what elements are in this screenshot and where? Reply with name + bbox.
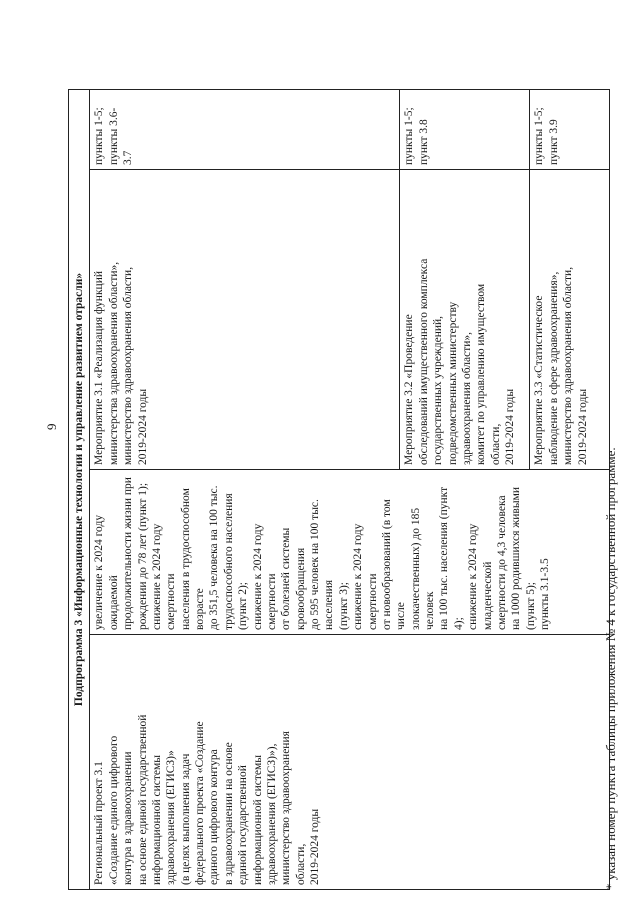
cell-line: от новообразований (в том числе [380,499,408,630]
cell-line: населения в трудоспособном возрасте [179,488,206,630]
cell-line: государственных учреждений, [432,315,445,465]
activity-cell [400,170,530,470]
cell-line: пункты 1-5; [93,107,106,165]
cell-line: от болезней системы кровообращения [280,527,307,630]
cell-line: области, [294,843,307,885]
points-cell [530,89,610,169]
cell-line: продолжительности жизни при [122,477,135,630]
cell-line: области, [489,423,502,465]
cell-line: до 351,5 человека на 100 тыс. [208,485,221,630]
cell-line: единого цифрового контура [208,749,221,885]
cell-line: комитет по управлению имуществом [475,283,488,465]
cell-line: федерального проекта «Создание [194,721,206,885]
table-row [90,89,400,889]
cell-line: трудоспособного населения (пункт 2); [222,493,250,630]
cell-line: 2019-2024 годы [309,808,321,885]
cell-line: снижение к 2024 году смертности [251,523,278,630]
cell-line: 2019-2024 годы [136,388,149,465]
cell-line: министерство здравоохранения [280,731,293,885]
cell-line: 2019-2024 годы [504,388,516,465]
cell-line: снижение к 2024 году младенческой [467,523,494,630]
cell-line: пункты 3.6-3.7 [107,107,135,165]
cell-line: рождении до 78 лет (пункт 1); [136,482,149,630]
cell-line: министерство здравоохранения области, [122,266,135,465]
cell-line: Региональный проект 3.1 [93,761,106,885]
cell-line: злокачественных) до 185 человек [409,507,436,630]
cell-line: до 595 человек на 100 тыс. населения [309,499,336,630]
cell-line: обследований имущественного комплекса [417,258,430,465]
cell-line: пункт 3.8 [417,119,430,165]
points-cell [400,89,530,169]
cell-line: пункты 1-5; [533,107,546,165]
points-cell [90,89,400,169]
cell-line: 2019-2024 годы [576,388,589,465]
cell-line: здравоохранения (ЕГИСЗ)» [165,750,178,885]
page-number: 9 [44,423,59,430]
cell-line: на 100 тыс. населения (пункт 4); [438,486,465,630]
landscape-content [68,90,618,890]
cell-line: Мероприятие 3.2 «Проведение [403,314,416,465]
subprogram-heading: Подпрограмма 3 «Информационные технологии и управление развитием отрасли» [69,89,90,889]
cell-line: информационной системы [251,754,264,885]
cell-line: в здравоохранении на основе [222,742,235,885]
cell-line: снижение к 2024 году смертности [150,523,178,630]
cell-line: Мероприятие 3.3 «Статистическое [533,295,546,465]
cell-line: «Создание единого цифрового [107,735,120,885]
cell-line: пункт 3.9 [547,119,560,165]
cell-line: (пункт 3); [337,582,350,630]
cell-line: здравоохранения (ЕГИСЗ)»), [265,743,278,885]
program-table [68,89,610,890]
cell-line: здравоохранения области», [460,331,473,465]
regional-project-cell [90,635,610,890]
cell-line: Мероприятие 3.1 «Реализация функций [93,270,106,465]
table-heading-row [69,89,90,889]
cell-line: информационной системы [150,754,163,885]
cell-line: увеличение к 2024 году ожидаемой [93,514,120,630]
cell-line: наблюдение в сфере здравоохранения», [547,271,560,465]
cell-line: на 1000 родившихся живыми (пункт 5); [510,487,537,630]
cell-line: смертности до 4,3 человека [495,495,508,630]
activity-cell [90,170,400,470]
indicators-cell [90,470,610,635]
cell-line: подведомственных министерству [446,301,459,465]
cell-line: министерства здравоохранения области», [107,261,120,465]
footnote: * указан номер пункта таблицы приложения № 4 к государственной программе. [603,447,618,890]
cell-line: министерство здравоохранения области, [562,266,575,465]
cell-line: на основе единой государственной [136,714,149,885]
cell-line: пункты 1-5; [403,107,416,165]
cell-line: (в целях выполнения задач [179,753,192,885]
cell-line: снижение к 2024 году смертности [352,523,379,630]
activity-cell [530,170,610,470]
cell-line: контура в здравоохранении [122,751,135,885]
cell-line: единой государственной [237,765,250,885]
cell-line: пункты 3.1-3.5 [539,558,551,630]
